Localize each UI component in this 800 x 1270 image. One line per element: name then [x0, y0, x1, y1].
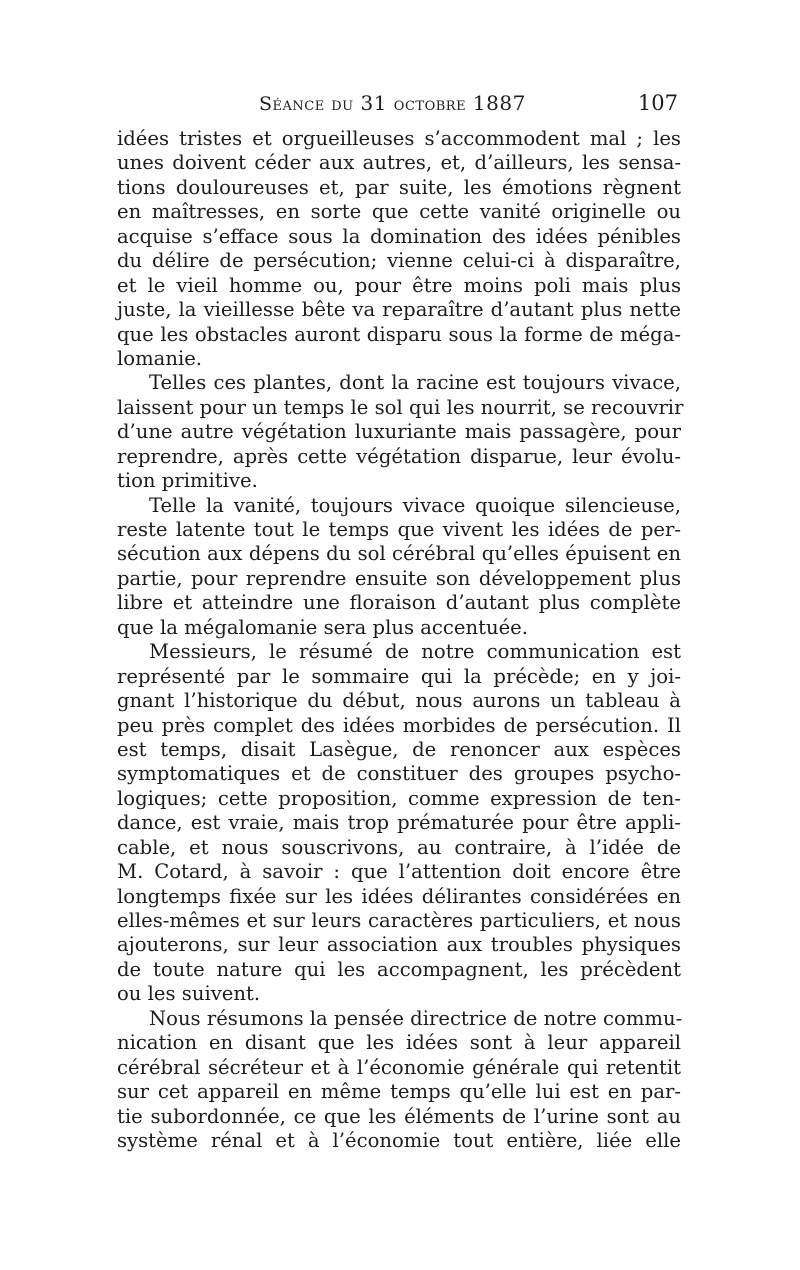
- text-line: tion primitive.: [117, 469, 258, 493]
- text-line: représenté par le sommaire qui la précède; en y joi-: [117, 664, 681, 688]
- text-line: reste latente tout le temps que vivent les idées de per-: [117, 518, 681, 541]
- text-line: unes doivent céder aux autres, et, d’ailleurs, les sensa-: [117, 151, 681, 175]
- text-line: ajouterons, sur leur association aux troubles physiques: [117, 933, 681, 957]
- text-line: tions douloureuses et, par suite, les émotions règnent: [117, 175, 681, 199]
- text-line: tie subordonnée, ce que les éléments de l’urine sont au: [117, 1104, 681, 1128]
- text-line: longtemps fixée sur les idées délirantes considérées en: [117, 884, 681, 908]
- text-line: que les obstacles auront disparu sous la forme de méga-: [117, 322, 681, 346]
- text-line: M. Cotard, à savoir : que l’attention doit encore être: [117, 860, 681, 884]
- text-line: du délire de persécution; vienne celui-ci à disparaître,: [117, 249, 681, 273]
- text-line: sécution aux dépens du sol cérébral qu’elles épuisent en: [117, 542, 681, 566]
- text-line: lomanie.: [117, 346, 203, 370]
- text-line: en maîtresses, en sorte que cette vanité originelle ou: [117, 200, 681, 224]
- text-line: cérébral sécréteur et à l’économie générale qui retentit: [117, 1055, 681, 1079]
- text-line: gnant l’historique du début, nous aurons un tableau à: [117, 689, 681, 713]
- text-line: Telle la vanité, toujours vivace quoique silencieuse,: [149, 493, 681, 517]
- running-head-year: 1887: [472, 91, 526, 115]
- running-head-month: octobre: [393, 93, 467, 115]
- text-line: nication en disant que les idées sont à leur appareil: [117, 1031, 681, 1055]
- running-head-title: [259, 91, 526, 115]
- text-line: symptomatiques et de constituer des groupes psycho-: [117, 762, 681, 786]
- text-line: dance, est vraie, mais trop prématurée pour être appli-: [117, 811, 681, 835]
- page-number: 107: [637, 91, 678, 115]
- text-line: Telles ces plantes, dont la racine est toujours vivace,: [149, 371, 681, 395]
- text-line: acquise s’efface sous la domination des idées pénibles: [117, 224, 681, 248]
- text-line: est temps, disait Lasègue, de renoncer aux espèces: [117, 737, 681, 761]
- text-line: sur cet appareil en même temps qu’elle lui est en par-: [117, 1080, 681, 1104]
- text-line: et le vieil homme ou, pour être moins poli mais plus: [117, 273, 681, 297]
- text-line: de toute nature qui les accompagnent, les précèdent: [117, 957, 681, 981]
- running-head-prefix: Séance du: [259, 93, 354, 115]
- text-line: cable, et nous souscrivons, au contraire, à l’idée de: [117, 835, 681, 859]
- body-text: [117, 127, 684, 1227]
- text-line: reprendre, après cette végétation disparue, leur évolu-: [117, 444, 681, 468]
- text-line: laissent pour un temps le sol qui les nourrit, se recouvrir: [117, 395, 684, 419]
- text-line: elles-mêmes et sur leurs caractères particuliers, et nous: [117, 909, 681, 932]
- text-line: juste, la vieillesse bête va reparaître d’autant plus nette: [117, 298, 681, 322]
- text-line: Messieurs, le résumé de notre communication est: [149, 640, 681, 664]
- text-line: idées tristes et orgueilleuses s’accommodent mal ; les: [117, 127, 681, 150]
- text-line: ou les suivent.: [117, 982, 261, 1006]
- text-line: système rénal et à l’économie tout entière, liée elle: [117, 1128, 681, 1152]
- text-line: Nous résumons la pensée directrice de notre commu-: [149, 1006, 683, 1030]
- text-line: que la mégalomanie sera plus accentuée.: [117, 615, 528, 639]
- text-line: partie, pour reprendre ensuite son développement plus: [117, 566, 681, 590]
- text-line: d’une autre végétation luxuriante mais passagère, pour: [117, 420, 681, 444]
- text-line: logiques; cette proposition, comme expression de ten-: [117, 786, 681, 810]
- running-head: [117, 91, 681, 121]
- running-head-day: 31: [360, 91, 387, 115]
- text-line: libre et atteindre une floraison d’autant plus complète: [117, 591, 681, 615]
- text-line: peu près complet des idées morbides de persécution. Il: [117, 713, 681, 737]
